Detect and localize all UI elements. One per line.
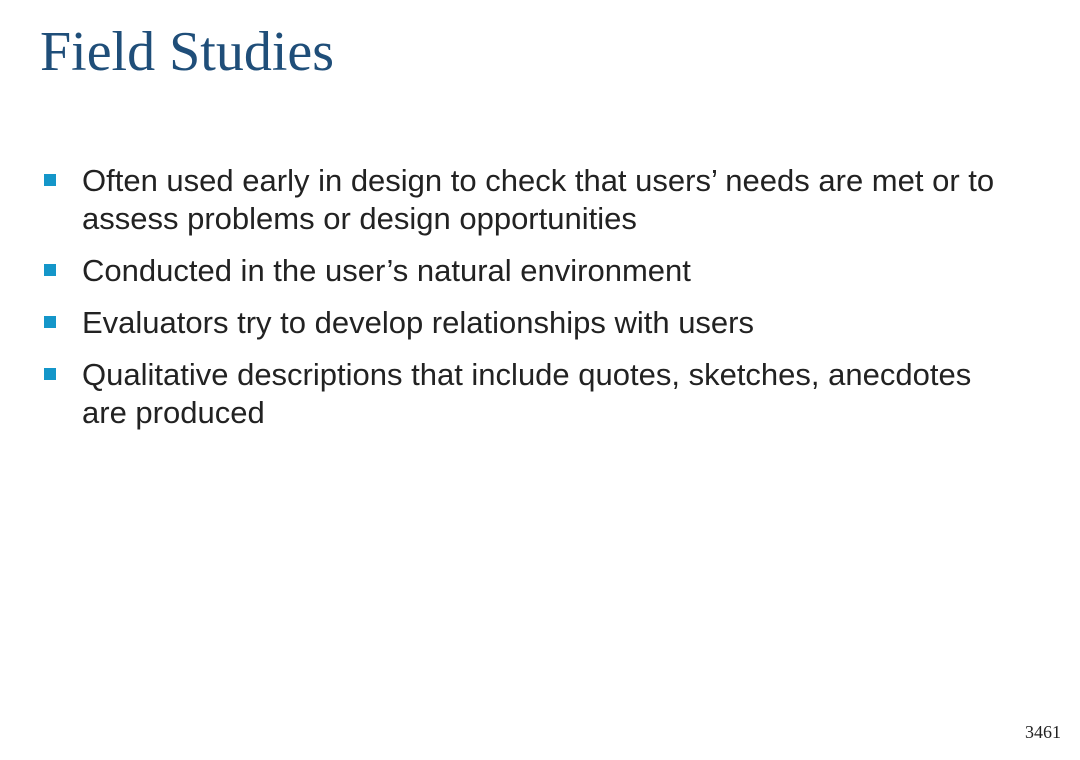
square-bullet-icon <box>44 264 56 276</box>
bullet-item <box>44 252 1024 290</box>
square-bullet-icon <box>44 316 56 328</box>
square-bullet-icon <box>44 174 56 186</box>
bullet-item <box>44 356 1024 432</box>
page-number: 3461 <box>1025 722 1061 742</box>
bullet-text: Often used early in design to check that users’ needs are met or to assess problems or design opportunities <box>82 163 995 236</box>
bullet-text: Qualitative descriptions that include quotes, sketches, anecdotes are produced <box>82 357 972 430</box>
square-bullet-icon <box>44 368 56 380</box>
bullet-text: Evaluators try to develop relationships with users <box>82 305 754 340</box>
bullet-list <box>44 162 1024 446</box>
bullet-text: Conducted in the user’s natural environment <box>82 253 691 288</box>
slide-title: Field Studies <box>40 21 335 83</box>
bullet-item <box>44 304 1024 342</box>
bullet-item <box>44 162 1024 238</box>
